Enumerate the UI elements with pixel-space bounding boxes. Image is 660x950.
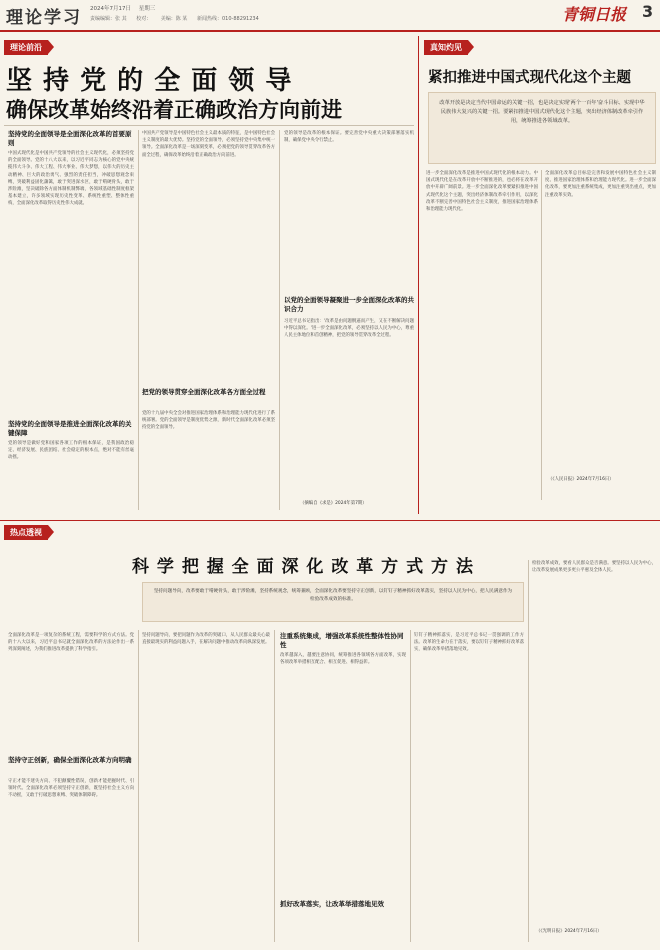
left-col2-body: 中国共产党领导是中国特色社会主义最本质的特征，是中国特色社会主义制度的最大优势。坚持党的全面领导，必须坚持党中央集中统一领导。全面深化改革是一场深刻变革，必须把党的领导贯穿改革各方面全过程，确保改革始终沿着正确政治方向前进。 — [142, 131, 275, 158]
bottom-col1-body-2: 守正才能不迷失方向、不犯颠覆性错误，创新才能把握时代、引领时代。全面深化改革必须坚持守正创新，既坚持社会主义方向不动摇，又敢于打破思想束缚、突破体制障碍。 — [8, 779, 134, 799]
bottom-quote-box — [142, 582, 524, 622]
left-col3-body-2: 习近平总书记指出：'改革是由问题倒逼而产生，又在不断解决问题中得以深化。'进一步全面深化改革，必须坚持以人民为中心，尊重人民主体地位和首创精神，把党的领导贯穿改革全过程。 — [284, 319, 414, 339]
bottom-col3-subhead: 注重系统集成，增强改革系统性整体性协同性 — [280, 632, 404, 649]
proof-credit: 美编：陈 某 — [160, 16, 188, 22]
column-rule — [528, 560, 529, 942]
right-headline: 紧扣推进中国式现代化这个主题 — [428, 69, 631, 86]
editor-credit: 责编编辑：张 其 — [90, 16, 127, 22]
masthead-meta — [90, 4, 161, 12]
right-quote-text: 改革开放是决定当代中国命运的关键一招，也是决定实现'两个一百年'奋斗目标、实现中华民族伟大复兴的关键一招。要紧扣推进中国式现代化这个主题，突出经济体制改革牵引作用，统筹推进各领域改革。 — [439, 100, 645, 124]
masthead — [0, 0, 660, 32]
right-quote-box — [428, 92, 656, 164]
section-divider — [418, 36, 419, 514]
right-source: （《人民日报》2024年7月16日） — [548, 477, 614, 482]
column-rule — [541, 170, 542, 500]
column-rule — [138, 130, 139, 510]
bottom-source: （《光明日报》2024年7月16日） — [536, 929, 602, 934]
left-col1-body: 中国式现代化是中国共产党领导的社会主义现代化，必须坚持党的全面领导。党的十八大以来，以习近平同志为核心的党中央统揽伟大斗争、伟大工程、伟大事业、伟大梦想，以伟大的历史主动精神、巨大的政治勇气、强烈的责任担当，冲破思想观念束缚，突破利益固化藩篱，敢于突进深水区，敢于啃硬骨头，敢于涉险滩，坚决破除各方面体制机制弊端，各领域基础性制度框架基本建立，许多领域实现历史性变革、系统性重塑、整体性重构，全面深化改革取得历史性伟大成就。 — [8, 151, 134, 207]
column-rule — [274, 630, 275, 942]
column-rule — [279, 130, 280, 510]
column-rule — [410, 630, 411, 942]
left-col1-subhead-2: 坚持党的全面领导是推进全面深化改革的关键保障 — [8, 420, 132, 437]
right-col1-body: 进一步全面深化改革是推进中国式现代化的根本动力。中国式现代化是在改革开放中不断推进的，也必将在改革开放中开辟广阔前景。进一步全面深化改革要紧扣推进中国式现代化这个主题，突出经济体制改革牵引作用，以深化改革不断完善中国特色社会主义制度，推进国家治理体系和治理能力现代化。 — [426, 171, 538, 213]
bottom-col4-body: 钉钉子精神抓落实，是习近平总书记一贯强调的工作方法。改革的生命力在于落实，要以钉钉子精神抓好改革落实，确保改革举措落地见效。 — [414, 633, 524, 653]
left-headline-line1: 坚 持 党 的 全 面 领 导 — [6, 66, 293, 96]
hotline: 新闻热线：010-88291234 — [196, 16, 259, 22]
left-col1-subhead: 坚持党的全面领导是全面深化改革的首要原则 — [8, 130, 132, 147]
masthead-credits — [90, 15, 267, 22]
left-col2-subhead: 把党的领导贯穿全面深化改革各方面全过程 — [142, 388, 266, 396]
left-col1-body-2: 党的领导是做好党和国家各项工作的根本保证，是我国政治稳定、经济发展、民族团结、社会稳定的根本点，绝对不能有丝毫动摇。 — [8, 441, 134, 461]
bottom-col2-body: 坚持问题导向，要把问题作为改革的突破口，从人民群众最关心最直接最现实的利益问题入手，在解决问题中推动改革向纵深发展。 — [142, 633, 270, 646]
left-col3-body: 党的领导是改革的根本保证。要完善党中央重大决策部署落实机制，确保党中央令行禁止。 — [284, 131, 414, 144]
issue-date: 2024年7月17日 — [90, 6, 131, 12]
newspaper-logo: 青铜日报 — [562, 5, 627, 24]
section-title: 理论学习 — [6, 8, 82, 28]
bottom-col1-subhead: 坚持守正创新，确保全面深化改革方向明确 — [8, 756, 132, 764]
left-col3-subhead: 以党的全面领导凝聚进一步全面深化改革的共识合力 — [284, 296, 414, 313]
bottom-col3-body: 改革越深入，越要注意协同，统筹推进各领域各方面改革，实现各项改革举措相互配合、相互促进、相得益彰。 — [280, 653, 406, 666]
bottom-col3-subhead-2: 抓好改革落实，让改革举措落地见效 — [280, 900, 384, 908]
left-source: （摘编自《求是》2024年第7期） — [300, 501, 367, 506]
bottom-col5-body: 检验改革成效，要看人民群众是否满意。要坚持以人民为中心，让改革发展成果更多更公平惠及全体人民。 — [532, 561, 656, 574]
issue-weekday: 星期三 — [138, 6, 156, 12]
column-rule — [138, 630, 139, 942]
bottom-col1-body: 全面深化改革是一项复杂的系统工程，需要科学的方式方法。党的十八大以来，习近平总书记就全面深化改革的方法论作出一系列深刻阐述，为我们推进改革提供了科学指引。 — [8, 633, 134, 653]
layout-credit: 校对： — [136, 16, 152, 22]
bottom-quote-text: 坚持问题导向，改革要敢于啃硬骨头，敢于涉险滩，坚持系统观念，统筹兼顾，全面深化改革要坚持守正创新，以钉钉子精神抓好改革落实，坚持以人民为中心，把人民满意作为检验改革成效的标准。 — [153, 589, 513, 602]
right-col2-body: 全面深化改革总目标是完善和发展中国特色社会主义制度、推进国家治理体系和治理能力现代化。进一步全面深化改革，要更加注重系统集成，更加注重突出重点，更加注重改革实效。 — [545, 171, 656, 198]
page-number: 3 — [642, 2, 654, 21]
section-tag-insight: 真知灼见 — [424, 40, 468, 55]
section-tag-hot-topic: 热点透视 — [4, 525, 48, 540]
left-col2-body-2: 党的十九届中央全会对推进国家治理体系和治理能力现代化进行了系统部署。党的全面领导是制度优势之源，新时代全面深化改革必须坚持党的全面领导。 — [142, 411, 275, 431]
left-headline-line2: 确保改革始终沿着正确政治方向前进 — [6, 97, 342, 122]
bottom-headline: 科 学 把 握 全 面 深 化 改 革 方 式 方 法 — [132, 557, 474, 577]
divider — [4, 125, 414, 126]
section-separator — [0, 520, 660, 521]
section-tag-theory-frontier: 理论前沿 — [4, 40, 48, 55]
